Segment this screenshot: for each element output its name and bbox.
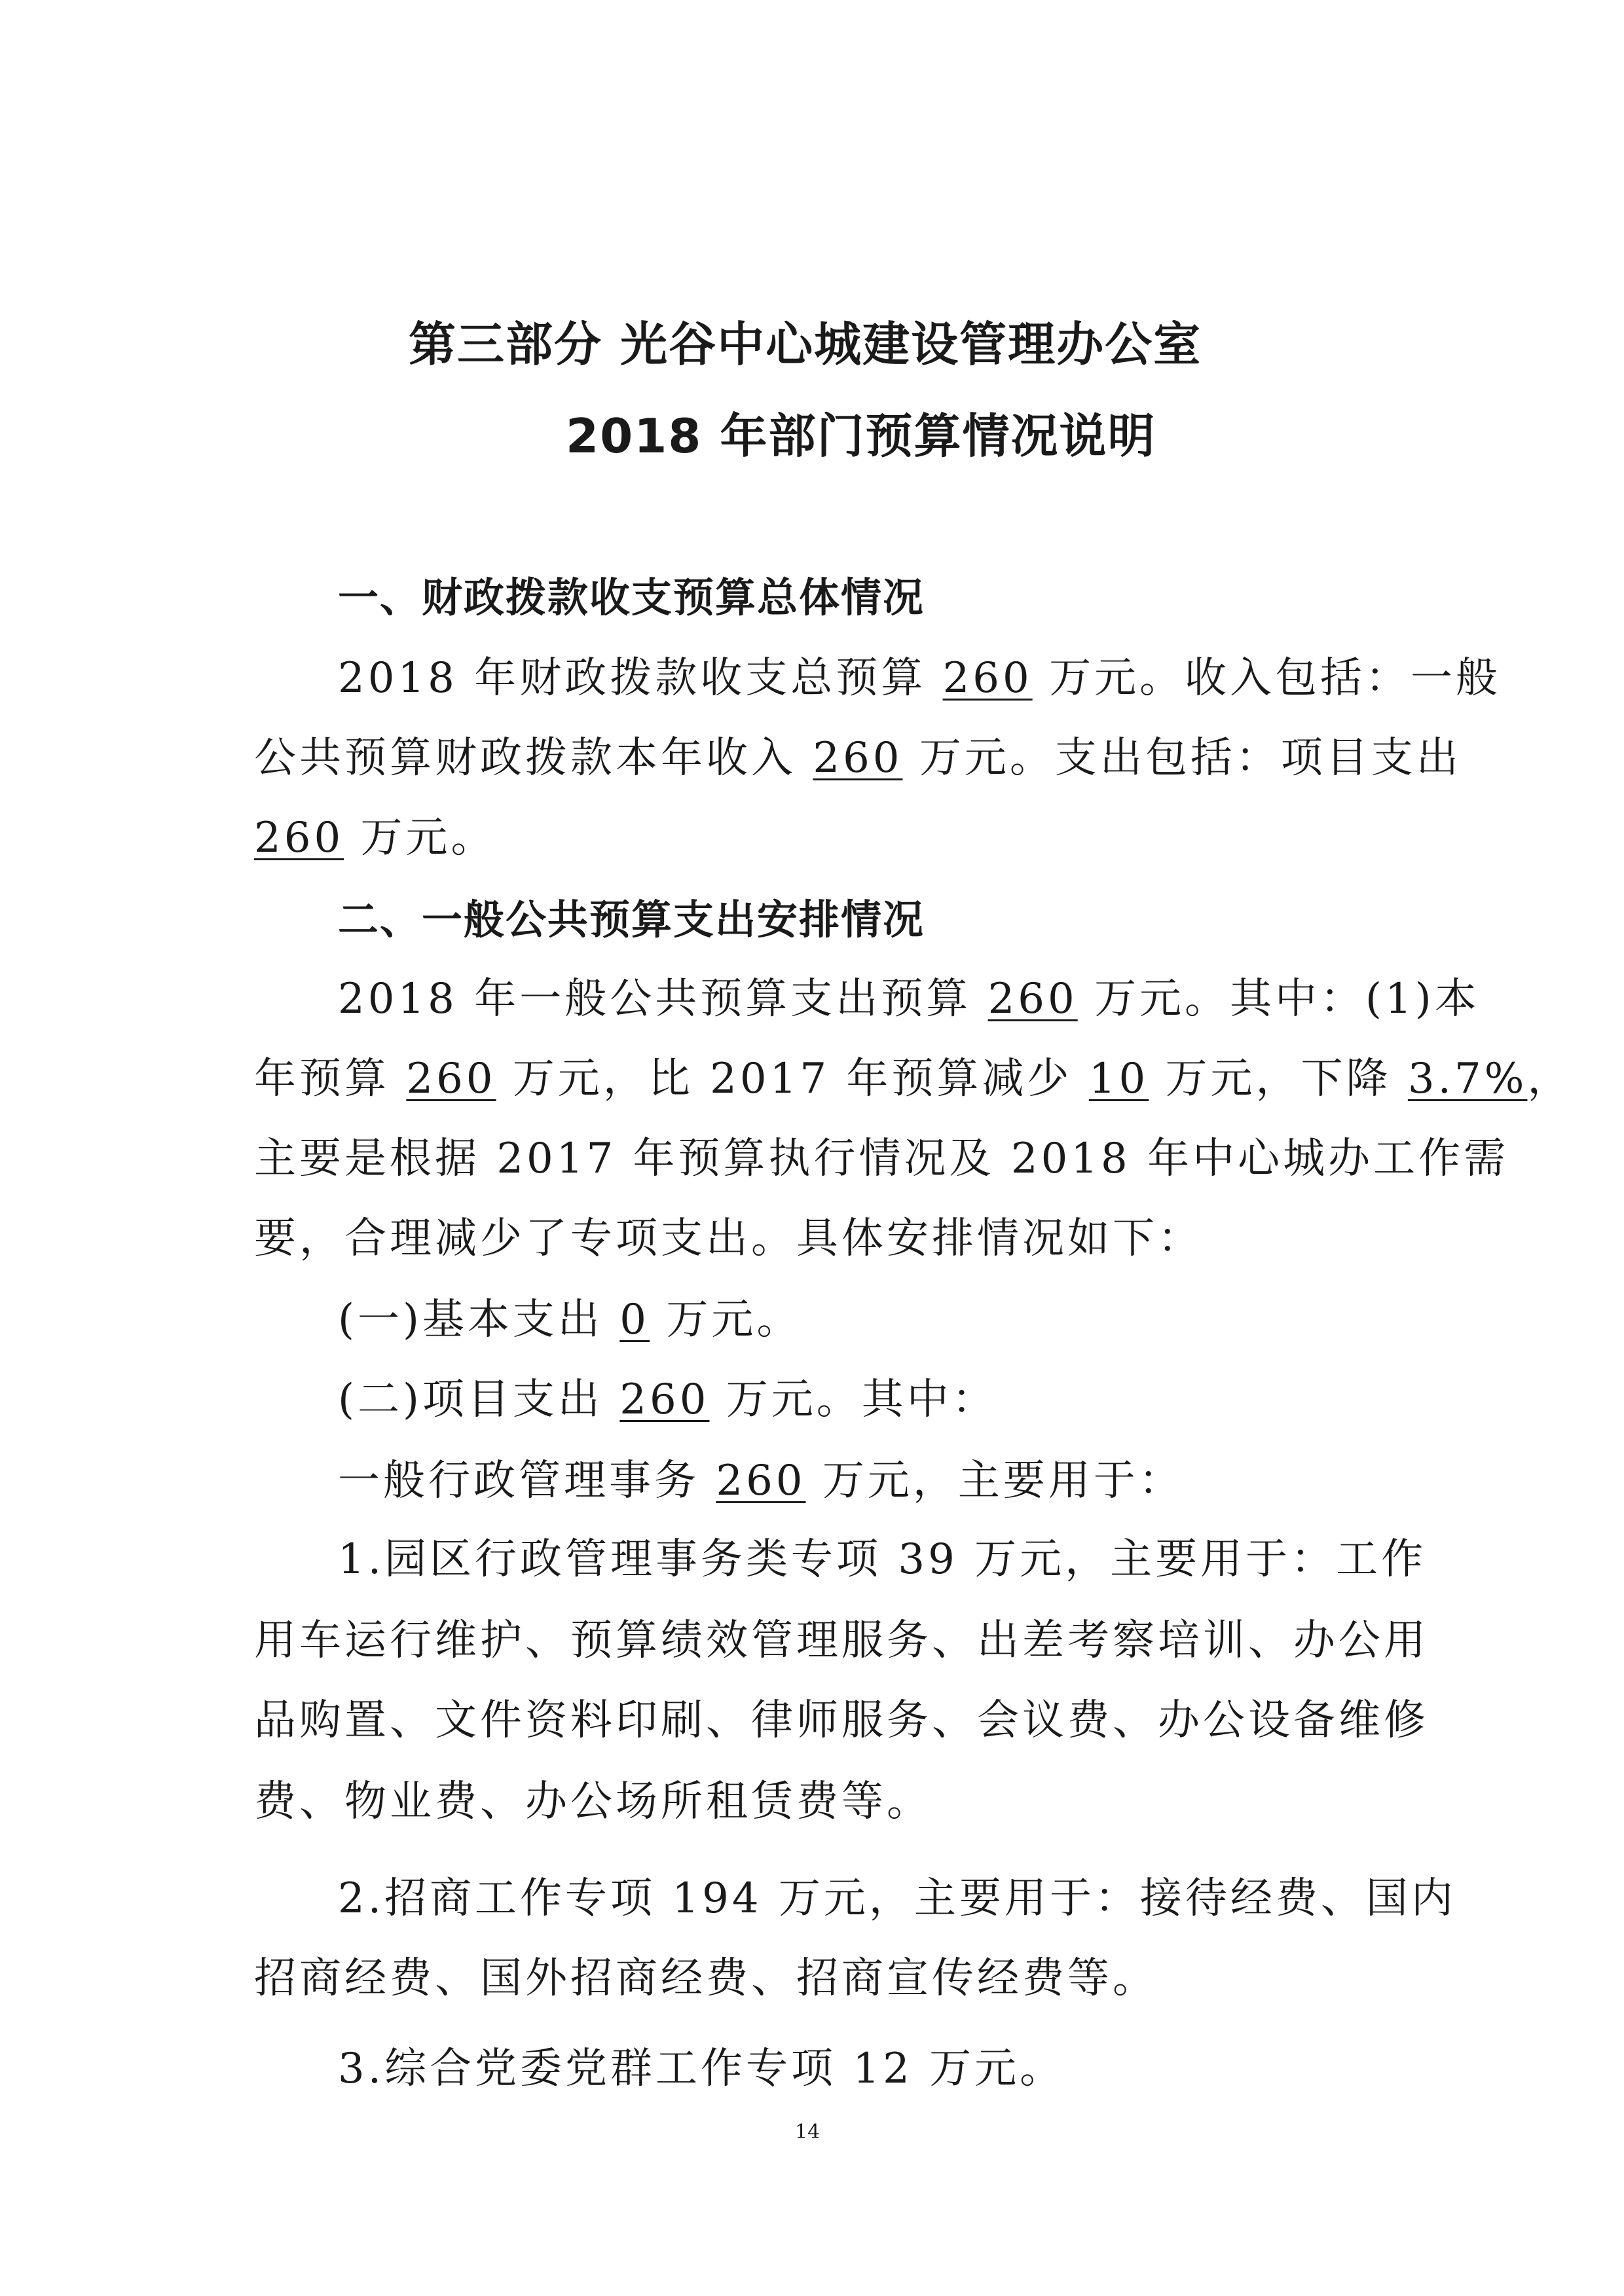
underlined-amount: 3.7% bbox=[1407, 1055, 1528, 1103]
paragraph-line: 260 万元。 bbox=[254, 814, 496, 862]
list-item-1-line: 1.园区行政管理事务类专项 39 万元，主要用于：工作 bbox=[338, 1535, 1427, 1584]
list-item-1-line: 品购置、文件资料印刷、律师服务、会议费、办公设备维修 bbox=[254, 1696, 1429, 1745]
paragraph-line: 公共预算财政拨款本年收入 260 万元。支出包括：项目支出 bbox=[254, 734, 1462, 782]
page-number: 14 bbox=[795, 2121, 821, 2143]
underlined-amount: 260 bbox=[942, 654, 1033, 702]
list-item-1-line: 用车运行维护、预算绩效管理服务、出差考察培训、办公用 bbox=[254, 1616, 1429, 1665]
list-item-2-line: 招商经费、国外招商经费、招商宣传经费等。 bbox=[254, 1954, 1158, 2003]
basic-expenditure-line: (一)基本支出 0 万元。 bbox=[338, 1296, 802, 1344]
document-title-line-2: 2018 年部门预算情况说明 bbox=[566, 409, 1156, 464]
paragraph-line: 2018 年财政拨款收支总预算 260 万元。收入包括：一般 bbox=[338, 654, 1502, 702]
underlined-amount: 260 bbox=[987, 975, 1078, 1023]
document-title-line-1: 第三部分 光谷中心城建设管理办公室 bbox=[409, 317, 1202, 372]
general-admin-line: 一般行政管理事务 260 万元，主要用于： bbox=[338, 1457, 1184, 1505]
paragraph-line: 2018 年一般公共预算支出预算 260 万元。其中：(1)本 bbox=[338, 975, 1480, 1023]
paragraph-line: 要，合理减少了专项支出。具体安排情况如下： bbox=[254, 1214, 1203, 1263]
section-heading-1: 一、财政拨款收支预算总体情况 bbox=[338, 574, 925, 621]
list-item-2-line: 2.招商工作专项 194 万元，主要用于：接待经费、国内 bbox=[338, 1874, 1456, 1923]
list-item-1-line: 费、物业费、办公场所租赁费等。 bbox=[254, 1777, 932, 1826]
project-expenditure-line: (二)项目支出 260 万元。其中： bbox=[338, 1376, 997, 1424]
underlined-amount: 0 bbox=[619, 1296, 650, 1344]
underlined-amount: 260 bbox=[619, 1376, 710, 1424]
list-item-3-line: 3.综合党委党群工作专项 12 万元。 bbox=[338, 2045, 1065, 2093]
section-heading-2: 二、一般公共预算支出安排情况 bbox=[338, 896, 925, 943]
underlined-amount: 260 bbox=[716, 1457, 806, 1505]
paragraph-line: 年预算 260 万元，比 2017 年预算减少 10 万元，下降 3.7%， bbox=[254, 1055, 1573, 1103]
underlined-amount: 260 bbox=[406, 1055, 496, 1103]
paragraph-line: 主要是根据 2017 年预算执行情况及 2018 年中心城办工作需 bbox=[254, 1135, 1509, 1183]
underlined-amount: 10 bbox=[1088, 1055, 1149, 1103]
underlined-amount: 260 bbox=[813, 734, 903, 782]
underlined-amount: 260 bbox=[254, 814, 344, 862]
